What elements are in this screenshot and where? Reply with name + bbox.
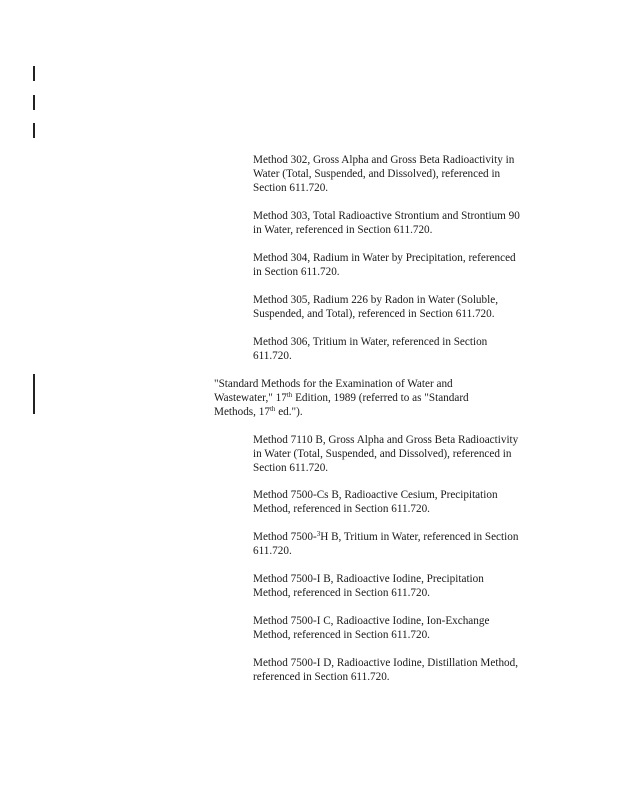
revision-bar — [33, 66, 35, 81]
text-line: Method 7500-I B, Radioactive Iodine, Precipitation — [253, 573, 484, 585]
superscript: th — [269, 405, 276, 413]
text-line: Method 7500-Cs B, Radioactive Cesium, Precipitation — [253, 489, 498, 501]
text-line: Method 304, Radium in Water by Precipitation, referenced — [253, 252, 516, 264]
revision-bar — [33, 123, 35, 138]
text-line: in Water, referenced in Section 611.720. — [253, 224, 433, 236]
text-line: Method 7110 B, Gross Alpha and Gross Beta Radioactivity — [253, 434, 519, 446]
standard-methods-heading — [214, 377, 469, 419]
text-line: Method 303, Total Radioactive Strontium and Strontium 90 — [253, 210, 520, 222]
text-line: Method, referenced in Section 611.720. — [253, 503, 430, 515]
text-line — [253, 530, 518, 544]
method-302-entry — [253, 153, 514, 195]
method-303-entry — [253, 209, 520, 237]
revision-bar — [33, 374, 35, 414]
text-line: referenced in Section 611.720. — [253, 671, 390, 683]
text-line: Method 7500-I D, Radioactive Iodine, Distillation Method, — [253, 657, 519, 669]
text-fragment: Method 7500- — [253, 531, 317, 543]
text-line: Method, referenced in Section 611.720. — [253, 587, 430, 599]
text-line: 611.720. — [253, 350, 292, 362]
text-line: 611.720. — [253, 545, 292, 557]
method-7500-i-d-entry — [253, 656, 518, 684]
text-line: Section 611.720. — [253, 182, 329, 194]
text-line: Suspended, and Total), referenced in Section 611.720. — [253, 308, 495, 320]
text-line — [214, 391, 469, 405]
text-line: Method 306, Tritium in Water, referenced in Section — [253, 336, 488, 348]
text-line: Section 611.720. — [253, 462, 329, 474]
text-fragment: Wastewater," 17 — [214, 392, 287, 404]
text-line: "Standard Methods for the Examination of Water and — [214, 378, 453, 390]
method-306-entry — [253, 335, 487, 363]
text-line: Method, referenced in Section 611.720. — [253, 629, 430, 641]
method-7500-3h-b-entry — [253, 530, 518, 558]
method-7500-cs-b-entry — [253, 488, 498, 516]
method-7110b-entry — [253, 433, 518, 475]
superscript: 3 — [316, 530, 321, 538]
method-7500-i-b-entry — [253, 572, 484, 600]
text-line: in Water (Total, Suspended, and Dissolved), referenced in — [253, 448, 512, 460]
text-line: Water (Total, Suspended, and Dissolved), referenced in — [253, 168, 501, 180]
text-fragment: H B, Tritium in Water, referenced in Section — [320, 531, 519, 543]
superscript: th — [286, 391, 293, 399]
method-7500-i-c-entry — [253, 614, 489, 642]
text-fragment: Methods, 17 — [214, 406, 270, 418]
method-305-entry — [253, 293, 498, 321]
revision-bar — [33, 95, 35, 110]
text-fragment: ed."). — [275, 406, 303, 418]
text-fragment: Edition, 1989 (referred to as "Standard — [292, 392, 469, 404]
method-304-entry — [253, 251, 516, 279]
text-line: Method 302, Gross Alpha and Gross Beta Radioactivity in — [253, 154, 515, 166]
text-line: Method 305, Radium 226 by Radon in Water (Soluble, — [253, 294, 498, 306]
text-line: Method 7500-I C, Radioactive Iodine, Ion-Exchange — [253, 615, 490, 627]
text-line — [214, 405, 469, 419]
text-line: in Section 611.720. — [253, 266, 340, 278]
